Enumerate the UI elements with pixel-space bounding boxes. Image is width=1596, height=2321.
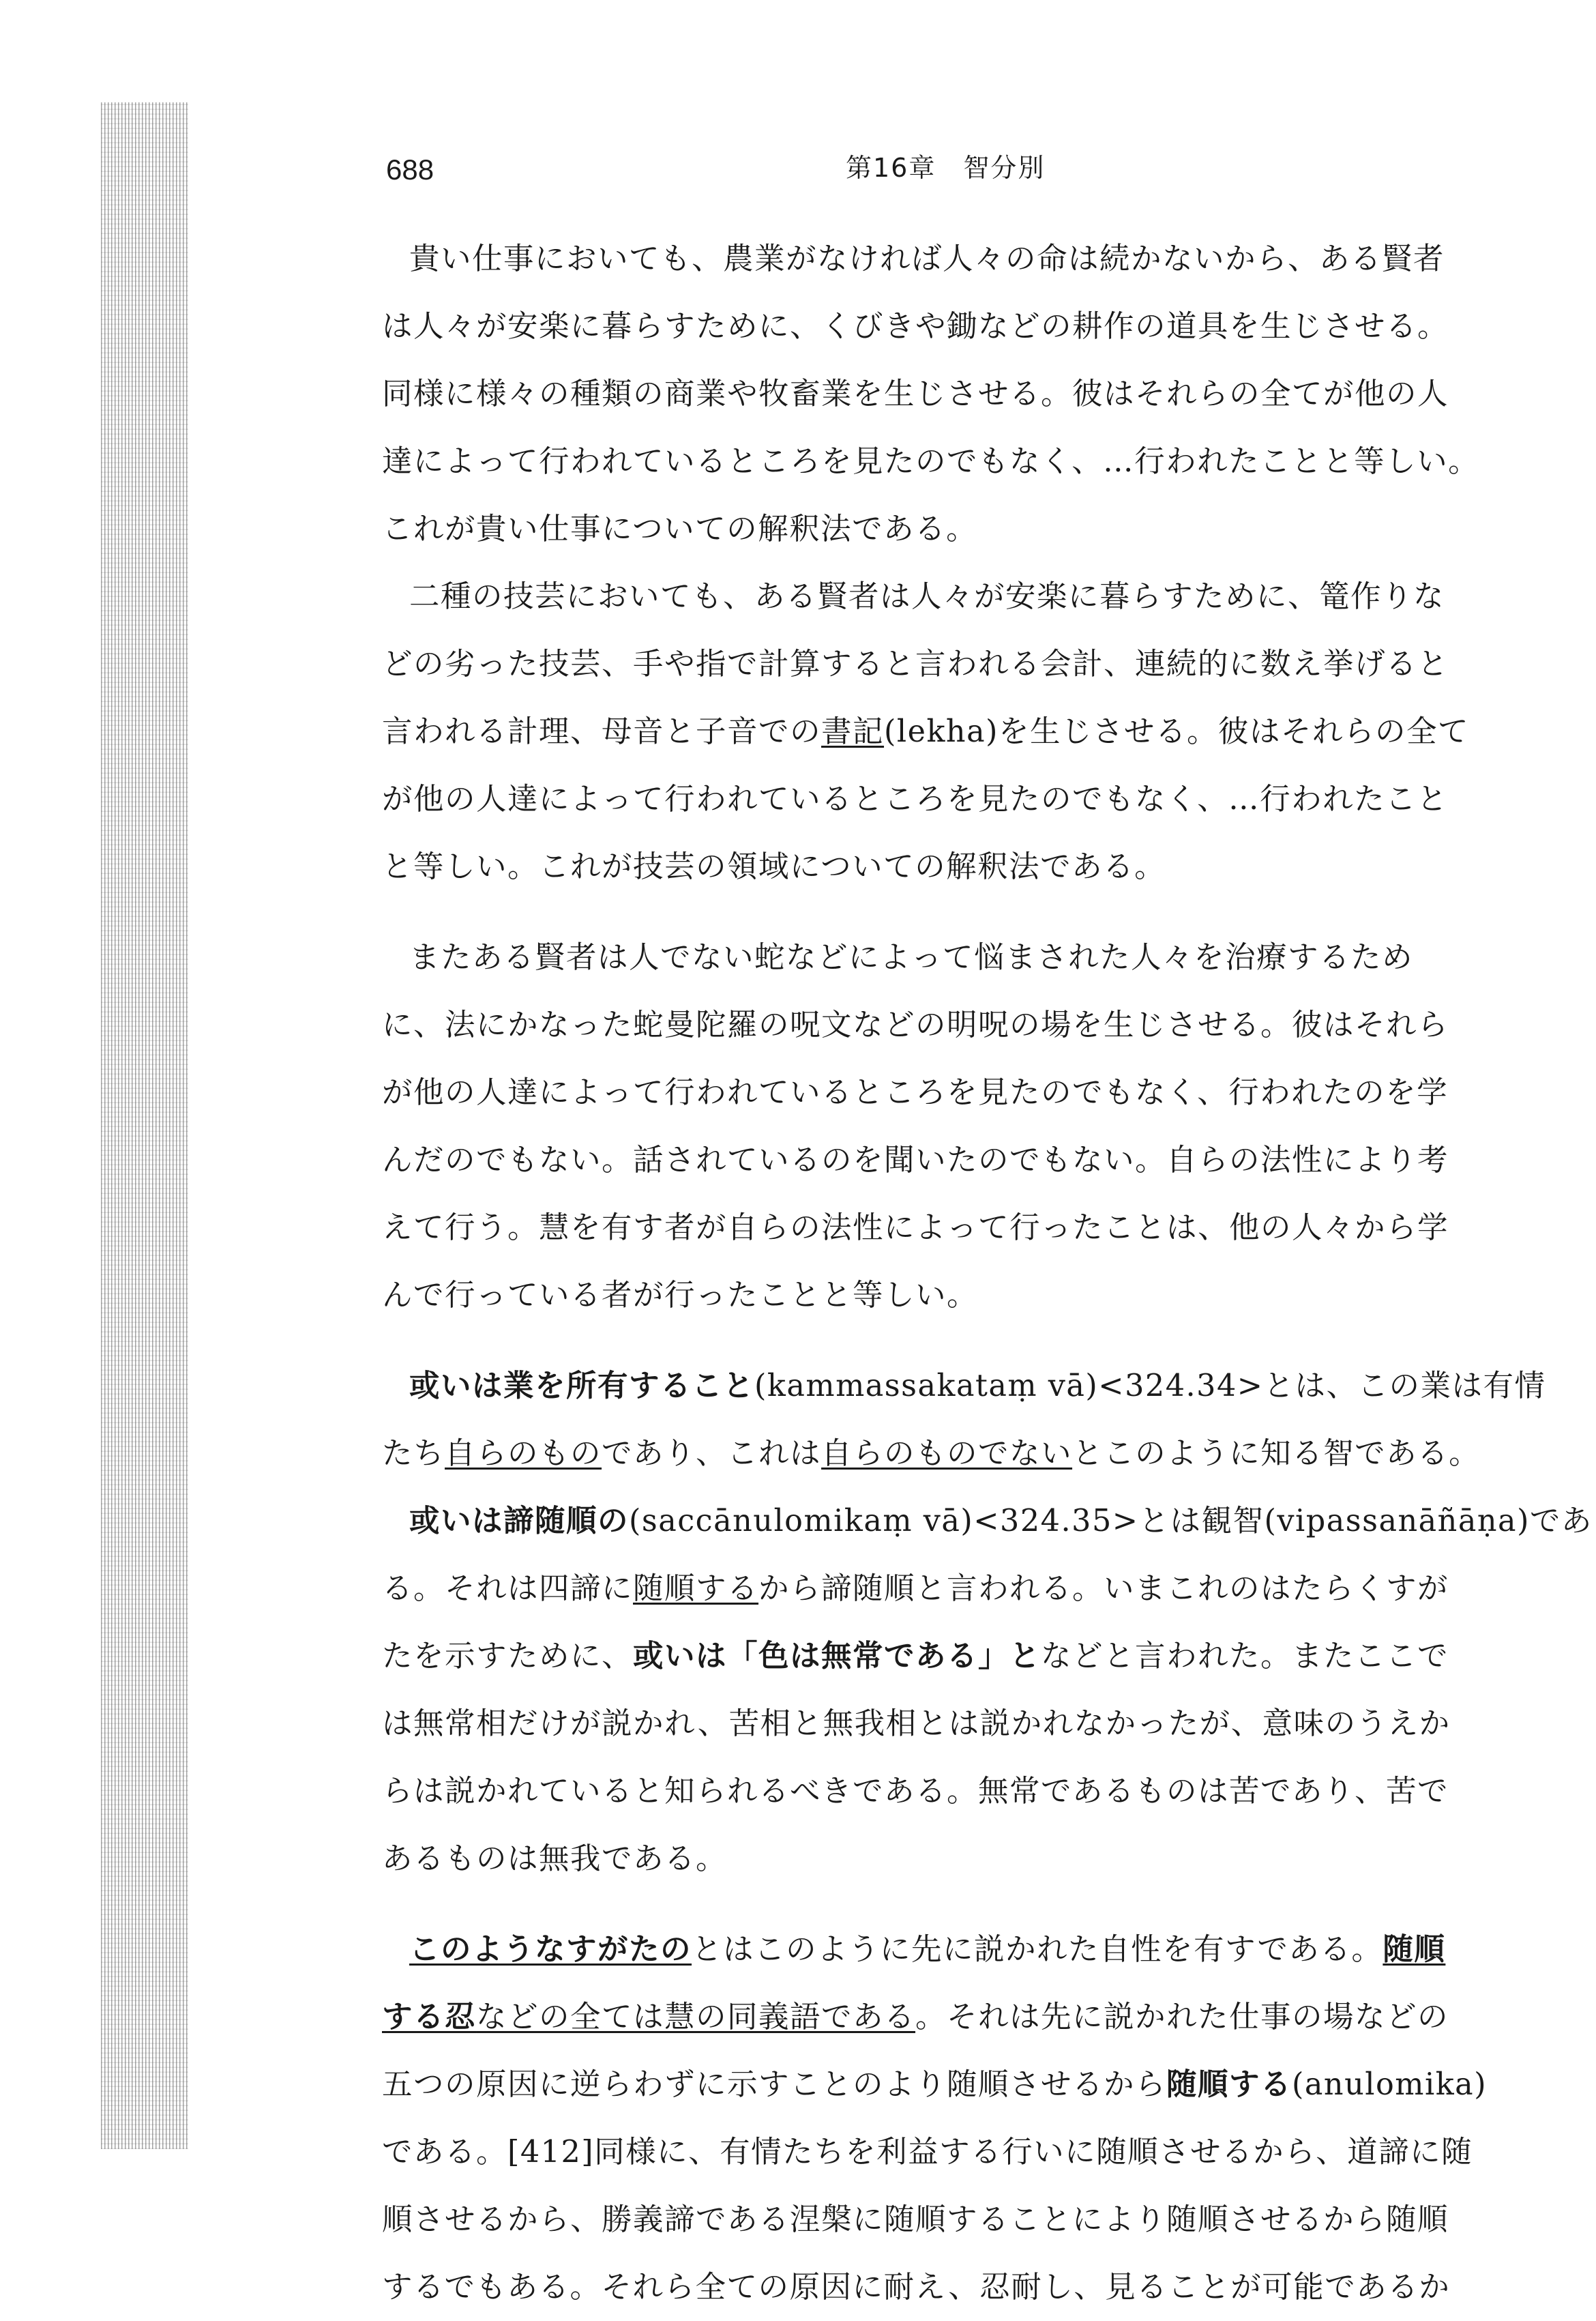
text-line xyxy=(382,1916,1562,1983)
text-run: 言われる計理、母音と子音での xyxy=(382,714,822,749)
text-line: どの劣った技芸、手や指で計算すると言われる会計、連続的に数え挙げると xyxy=(382,647,1449,682)
bold-lemma xyxy=(1383,1932,1445,1967)
text-line xyxy=(382,2051,1562,2118)
text-line xyxy=(382,698,1562,765)
text-line xyxy=(382,1420,1562,1487)
paragraph-gap xyxy=(382,1893,1562,1916)
underlined-term: する忍 xyxy=(382,2000,477,2034)
text-run: る。それは四諦に xyxy=(382,1571,634,1606)
text-line: 同様に様々の種類の商業や牧畜業を生じさせる。彼はそれらの全てが他の人 xyxy=(382,377,1449,411)
text-line: あるものは無我である。 xyxy=(382,1841,728,1876)
body-text xyxy=(382,225,1593,2321)
paragraph-3 xyxy=(382,924,1562,1329)
text-line xyxy=(382,1487,1593,1555)
underlined-term: などの全ては慧の同義語である xyxy=(476,2000,916,2034)
text-run: (kammassakataṃ vā)<324.34>とは、この業は有情 xyxy=(754,1369,1546,1403)
text-line: これが貴い仕事についての解釈法である。 xyxy=(382,512,978,546)
underlined-term: 随順 xyxy=(1383,1932,1446,1967)
text-run: 。それは先に説かれた仕事の場などの xyxy=(915,2000,1449,2034)
text-line: は無常相だけが説かれ、苦相と無我相とは説かれなかったが、意味のうえか xyxy=(382,1706,1451,1741)
text-line: が他の人達によって行われているところを見たのでもなく、…行われたこと xyxy=(382,782,1449,817)
paragraph-4 xyxy=(382,1352,1562,1487)
page-number: 688 xyxy=(386,154,434,186)
text-line: するでもある。それら全ての原因に耐え、忍耐し、見ることが可能であるか xyxy=(382,2270,1451,2305)
bold-lemma: 随順する xyxy=(1166,2067,1292,2102)
bold-lemma xyxy=(382,2000,476,2034)
paragraph-gap xyxy=(382,1329,1562,1352)
text-line xyxy=(382,1622,1562,1690)
text-run: 五つの原因に逆らわずに示すことのより随順させるから xyxy=(382,2067,1167,2102)
paragraph-2 xyxy=(382,563,1562,901)
text-line xyxy=(382,1352,1562,1420)
paragraph-5 xyxy=(382,1487,1593,1893)
bold-lemma xyxy=(409,1932,692,1967)
text-line: と等しい。これが技芸の領域についての解釈法である。 xyxy=(382,849,1166,884)
paragraph-1 xyxy=(382,225,1562,563)
underlined-term: 随順する xyxy=(633,1571,759,1606)
text-line: である。[412]同様に、有情たちを利益する行いに随順させるから、道諦に随 xyxy=(382,2135,1473,2170)
underlined-term: このようなすがたの xyxy=(409,1932,692,1967)
text-run: たち xyxy=(382,1436,445,1471)
text-line: 順させるから、勝義諦である涅槃に随順することにより随順させるから随順 xyxy=(382,2202,1449,2237)
bold-lemma: 或いは業を所有すること xyxy=(409,1369,755,1403)
text-line xyxy=(382,1983,1562,2051)
running-head xyxy=(386,147,1556,188)
underlined-term: 自らのもの xyxy=(445,1436,602,1471)
text-line: んだのでもない。話されているのを聞いたのでもない。自らの法性により考 xyxy=(382,1143,1449,1178)
text-line: またある賢者は人でない蛇などによって悩まされた人々を治療するため xyxy=(409,940,1414,975)
text-line: が他の人達によって行われているところを見たのでもなく、行われたのを学 xyxy=(382,1075,1449,1110)
text-line: んで行っている者が行ったことと等しい。 xyxy=(382,1278,979,1313)
bold-lemma: 或いは「色は無常である」と xyxy=(633,1639,1041,1674)
paragraph-gap xyxy=(382,901,1562,924)
underlined-term: 自らのものでない xyxy=(821,1436,1073,1471)
paragraph-6 xyxy=(382,1916,1562,2321)
chapter-title: 第16章 智分別 xyxy=(846,153,1046,183)
text-run: (anulomika) xyxy=(1292,2067,1488,2102)
text-line: 二種の技芸においても、ある賢者は人々が安楽に暮らすために、篭作りな xyxy=(409,579,1445,614)
text-line: 貴い仕事においても、農業がなければ人々の命は続かないから、ある賢者 xyxy=(409,242,1445,276)
text-run: (lekha)を生じさせる。彼はそれらの全て xyxy=(884,714,1469,749)
text-line: 達によって行われているところを見たのでもなく、…行われたことと等しい。 xyxy=(382,444,1480,479)
text-run: とはこのように先に説かれた自性を有すである。 xyxy=(692,1932,1383,1967)
text-run: であり、これは xyxy=(602,1436,822,1471)
bold-lemma: 或いは諦随順の xyxy=(409,1504,630,1538)
text-run: とこのように知る智である。 xyxy=(1072,1436,1481,1471)
text-run: たを示すために、 xyxy=(382,1639,634,1674)
text-line: えて行う。慧を有す者が自らの法性によって行ったことは、他の人々から学 xyxy=(382,1210,1449,1245)
text-line: は人々が安楽に暮らすために、くびきや鋤などの耕作の道具を生じさせる。 xyxy=(382,309,1449,344)
underlined-term: 書記 xyxy=(821,714,885,749)
text-line xyxy=(382,1555,1562,1622)
text-run: などと言われた。またここで xyxy=(1041,1639,1449,1674)
text-run: (saccānulomikaṃ vā)<324.35>とは観智(vipassanāñāṇa)であ xyxy=(629,1504,1593,1538)
text-run: から諦随順と言われる。いまこれのはたらくすが xyxy=(758,1571,1449,1606)
text-line: に、法にかなった蛇曼陀羅の呪文などの明呪の場を生じさせる。彼はそれら xyxy=(382,1008,1449,1042)
book-binding-edge xyxy=(101,102,188,2149)
text-line: らは説かれていると知られるべきである。無常であるものは苦であり、苦で xyxy=(382,1774,1449,1809)
